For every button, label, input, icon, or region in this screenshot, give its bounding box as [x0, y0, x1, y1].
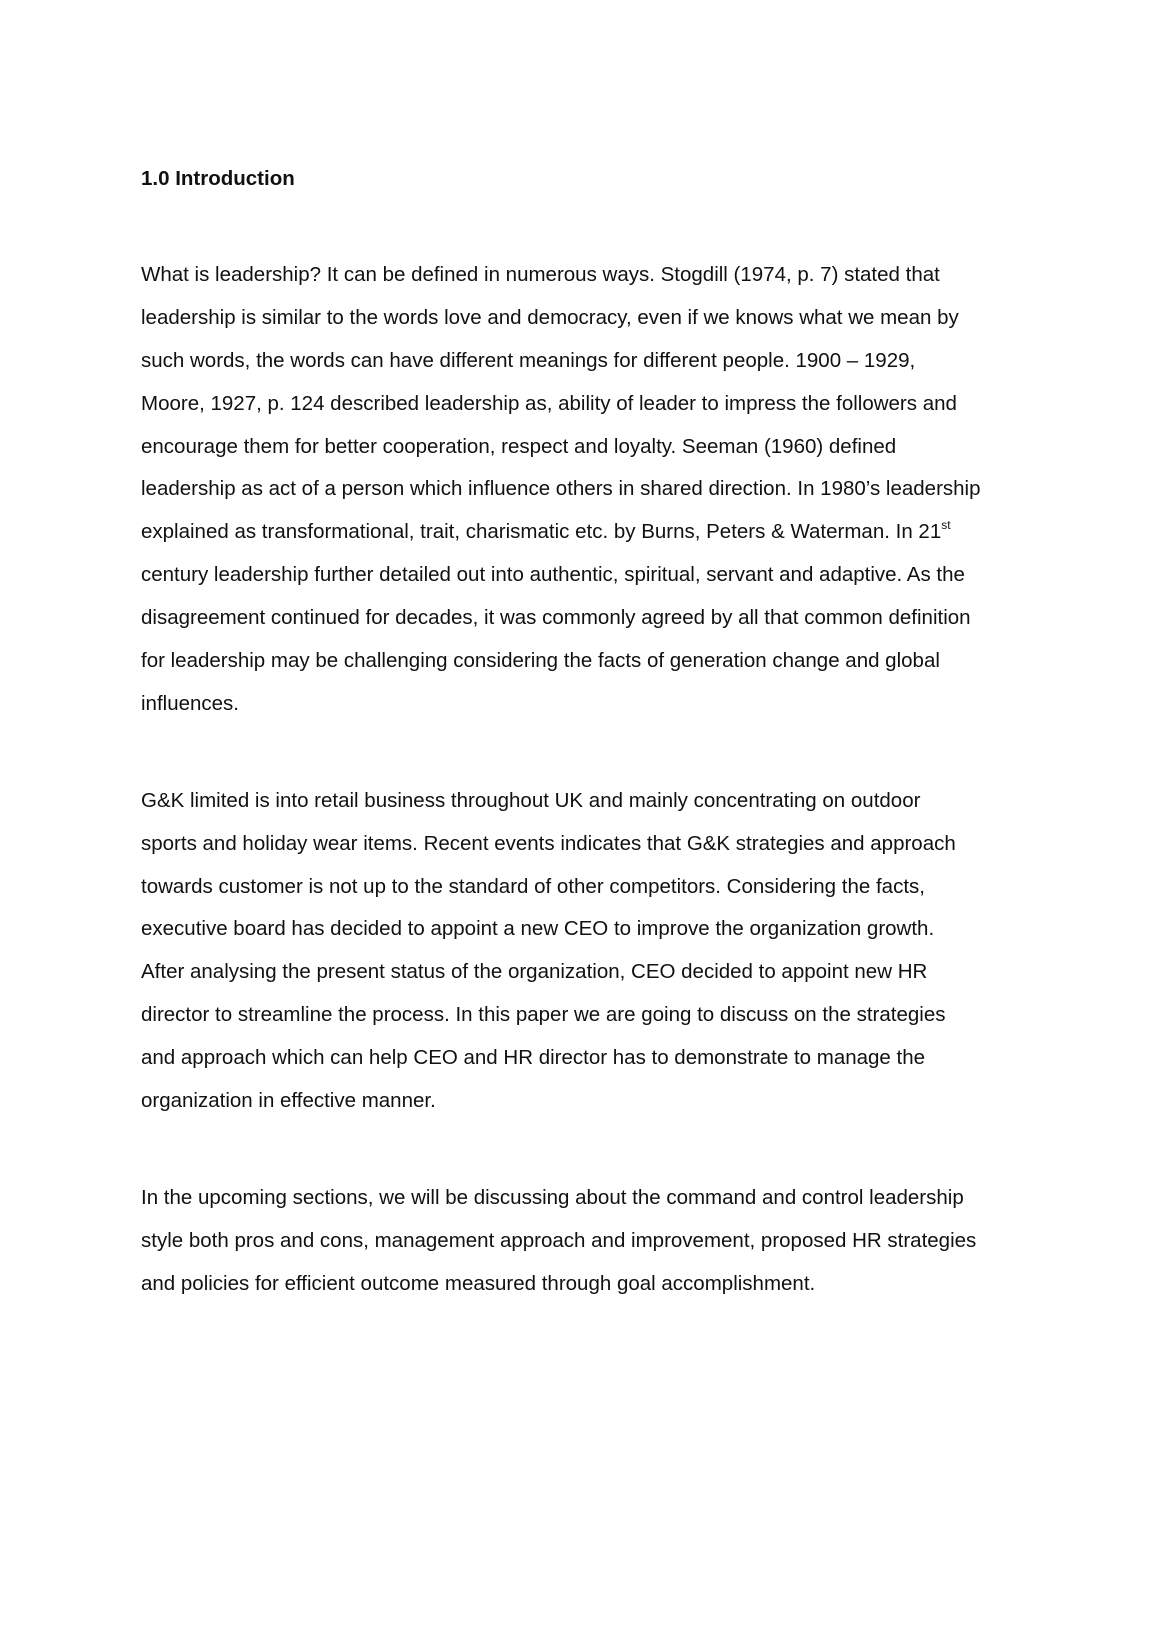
text-line-main: explained as transformational, trait, charismatic etc. by Burns, Peters & Waterman. In 21 [141, 520, 942, 544]
ordinal-superscript: st [941, 517, 951, 532]
text-line [141, 511, 1041, 554]
text-line: sports and holiday wear items. Recent events indicates that G&K strategies and approach [141, 831, 956, 855]
document-body [141, 161, 1041, 1306]
paragraph-company-background [141, 780, 1041, 1123]
text-line: organization in effective manner. [141, 1089, 436, 1113]
section-heading: 1.0 Introduction [141, 167, 295, 190]
text-line: leadership is similar to the words love and democracy, even if we knows what we mean by [141, 305, 959, 329]
text-line: Moore, 1927, p. 124 described leadership as, ability of leader to impress the followers and [141, 391, 957, 415]
text-line: What is leadership? It can be defined in numerous ways. Stogdill (1974, p. 7) stated that [141, 263, 940, 286]
text-line: and approach which can help CEO and HR director has to demonstrate to manage the [141, 1046, 926, 1070]
text-line: leadership as act of a person which influence others in shared direction. In 1980’s leadership [141, 477, 981, 501]
text-line: century leadership further detailed out into authentic, spiritual, servant and adaptive. As the [141, 563, 965, 587]
text-line: In the upcoming sections, we will be discussing about the command and control leadership [141, 1185, 964, 1209]
text-line: style both pros and cons, management approach and improvement, proposed HR strategies [141, 1228, 977, 1252]
text-line: influences. [141, 691, 240, 715]
text-line: disagreement continued for decades, it was commonly agreed by all that common definition [141, 606, 971, 630]
text-line: G&K limited is into retail business throughout UK and mainly concentrating on outdoor [141, 788, 921, 812]
paragraph-leadership-definition [141, 254, 1041, 726]
text-line: After analysing the present status of the organization, CEO decided to appoint new HR [141, 960, 928, 984]
text-line: encourage them for better cooperation, respect and loyalty. Seeman (1960) defined [141, 434, 897, 458]
text-line: director to streamline the process. In this paper we are going to discuss on the strategies [141, 1003, 946, 1027]
text-line: and policies for efficient outcome measured through goal accomplishment. [141, 1271, 816, 1295]
text-line: towards customer is not up to the standard of other competitors. Considering the facts, [141, 874, 925, 898]
text-line: such words, the words can have different meanings for different people. 1900 – 1929, [141, 348, 916, 372]
text-line: executive board has decided to appoint a new CEO to improve the organization growth. [141, 917, 935, 941]
paragraph-upcoming-sections [141, 1177, 1041, 1306]
text-line: for leadership may be challenging considering the facts of generation change and global [141, 649, 940, 673]
